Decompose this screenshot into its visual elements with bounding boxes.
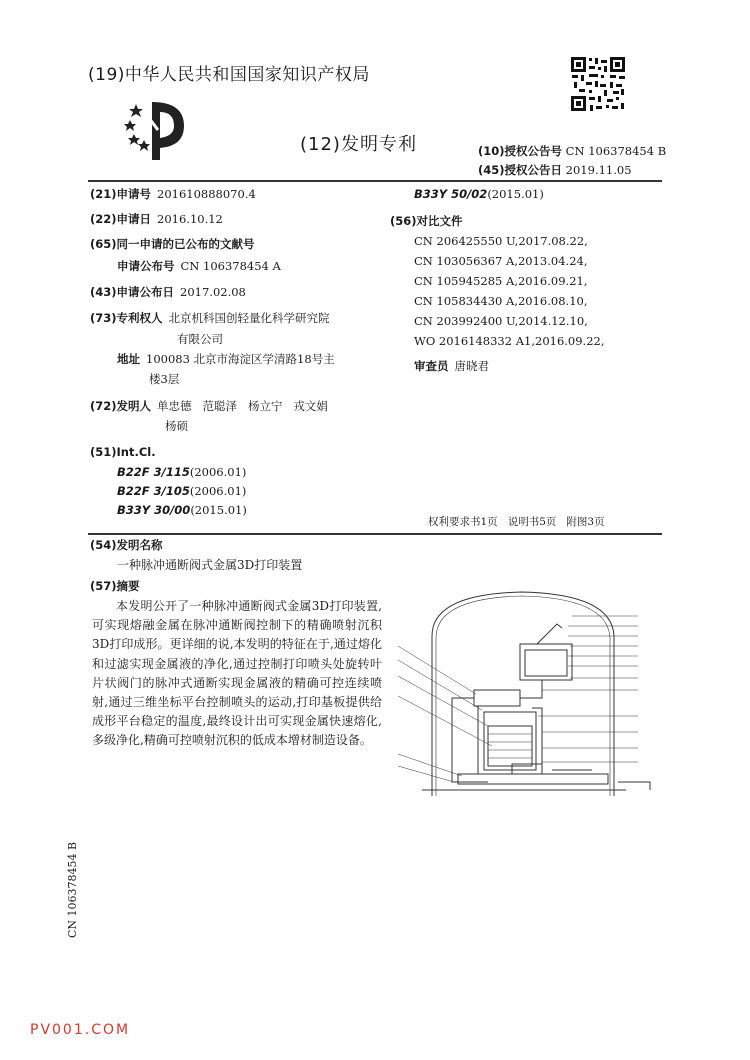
ipc-code: B33Y 30/00 [117,503,191,517]
reference-item: WO 2016148332 A1,2016.09.22, [414,334,605,348]
ipc-version: (2006.01) [189,465,247,479]
page-counts: 权利要求书1页 说明书5页 附图3页 [428,516,605,528]
address [117,351,335,367]
ipc-version: (2015.01) [190,503,247,517]
application-number [90,186,256,202]
prior-publication [90,236,261,252]
application-date-label: (22)申请日 [90,212,152,226]
examiner-value: 唐晓君 [454,359,489,373]
prior-publication-label: (65)同一申请的已公布的文献号 [90,237,255,251]
inventors-line2: 杨硕 [165,419,188,433]
ipc-code: B22F 3/115 [117,465,190,479]
watermark: PV001.COM [30,1022,131,1038]
document-type-heading: (12)发明专利 [300,134,417,155]
patentee-label: (73)专利权人 [90,311,163,325]
qr-code-icon [570,56,626,112]
ipc-version: (2006.01) [189,484,247,498]
section-divider [88,533,662,535]
grant-number-value: CN 106378454 B [565,144,667,158]
inventors-line1: 单忠德 范聪泽 杨立宁 戎文娟 [157,399,328,413]
intcl-label: (51)Int.Cl. [90,445,156,459]
cnipa-emblem-icon [122,94,188,164]
inventors-label: (72)发明人 [90,399,152,413]
grant-date-line [478,162,632,178]
publication-number [117,258,281,274]
references-label: (56)对比文件 [390,214,463,228]
abstract-label: (57)摘要 [90,579,140,593]
application-date-value: 2016.10.12 [157,212,223,226]
examiner [414,358,489,374]
ipc-code: B33Y 50/02 [414,187,488,201]
publication-date [90,284,246,300]
grant-number-label: (10)授权公告号 [478,144,563,158]
address-label: 地址 [117,352,140,366]
address-line1: 100083 北京市海淀区学清路18号主 [146,352,335,366]
side-publication-number: CN 106378454 B [66,841,79,938]
patentee [90,310,330,326]
ipc-class-2 [117,483,246,499]
grant-date-label: (45)授权公告日 [478,163,563,177]
invention-title-label: (54)发明名称 [90,538,163,552]
address-line2: 楼3层 [149,372,180,386]
ipc-class-3 [117,502,247,518]
application-number-value: 201610888070.4 [157,187,256,201]
reference-item: CN 206425550 U,2017.08.22, [414,234,588,248]
apparatus-drawing [392,586,660,798]
reference-item: CN 203992400 U,2014.12.10, [414,314,588,328]
abstract-heading [90,578,146,594]
grant-date-value: 2019.11.05 [565,163,632,177]
publication-date-label: (43)申请公布日 [90,285,175,299]
reference-item: CN 105945285 A,2016.09.21, [414,274,588,288]
patentee-line2: 有限公司 [177,332,223,346]
references-heading [390,213,469,229]
ipc-version: (2015.01) [487,187,544,201]
publication-number-value: CN 106378454 A [180,259,281,273]
publication-date-value: 2017.02.08 [180,285,246,299]
grant-number-line [478,143,666,159]
intcl [90,444,162,460]
inventors [90,398,328,414]
publication-number-label: 申请公布号 [117,259,175,273]
reference-item: CN 103056367 A,2013.04.24, [414,254,588,268]
invention-title-heading [90,537,169,553]
application-number-label: (21)申请号 [90,187,152,201]
patentee-line1: 北京机科国创轻量化科学研究院 [168,311,330,325]
reference-item: CN 105834430 A,2016.08.10, [414,294,588,308]
invention-title: 一种脉冲通断阀式金属3D打印装置 [117,558,303,572]
abstract-text: 本发明公开了一种脉冲通断阀式金属3D打印装置,可实现熔融金属在脉冲通断阀控制下的精确喷射沉积3D打印成形。更详细的说,本发明的特征在于,通过熔化和过滤实现金属液的净化,通过控制打印喷头处旋转叶片状阀门的脉冲式通断实现金属液的精确可控连续喷射,通过三维坐标平台控制喷头的运动,打印基板提供给成形平台稳定的温度,最终设计出可实现金属快速熔化,多级净化,精确可控喷射沉积的低成本增材制造设备。 [92,599,382,748]
issuing-office: (19)中华人民共和国国家知识产权局 [88,65,370,85]
ipc-code: B22F 3/105 [117,484,190,498]
examiner-label: 审查员 [414,359,449,373]
ipc-class-4 [414,186,544,202]
header-divider [88,180,662,182]
ipc-class-1 [117,464,246,480]
application-date [90,211,223,227]
